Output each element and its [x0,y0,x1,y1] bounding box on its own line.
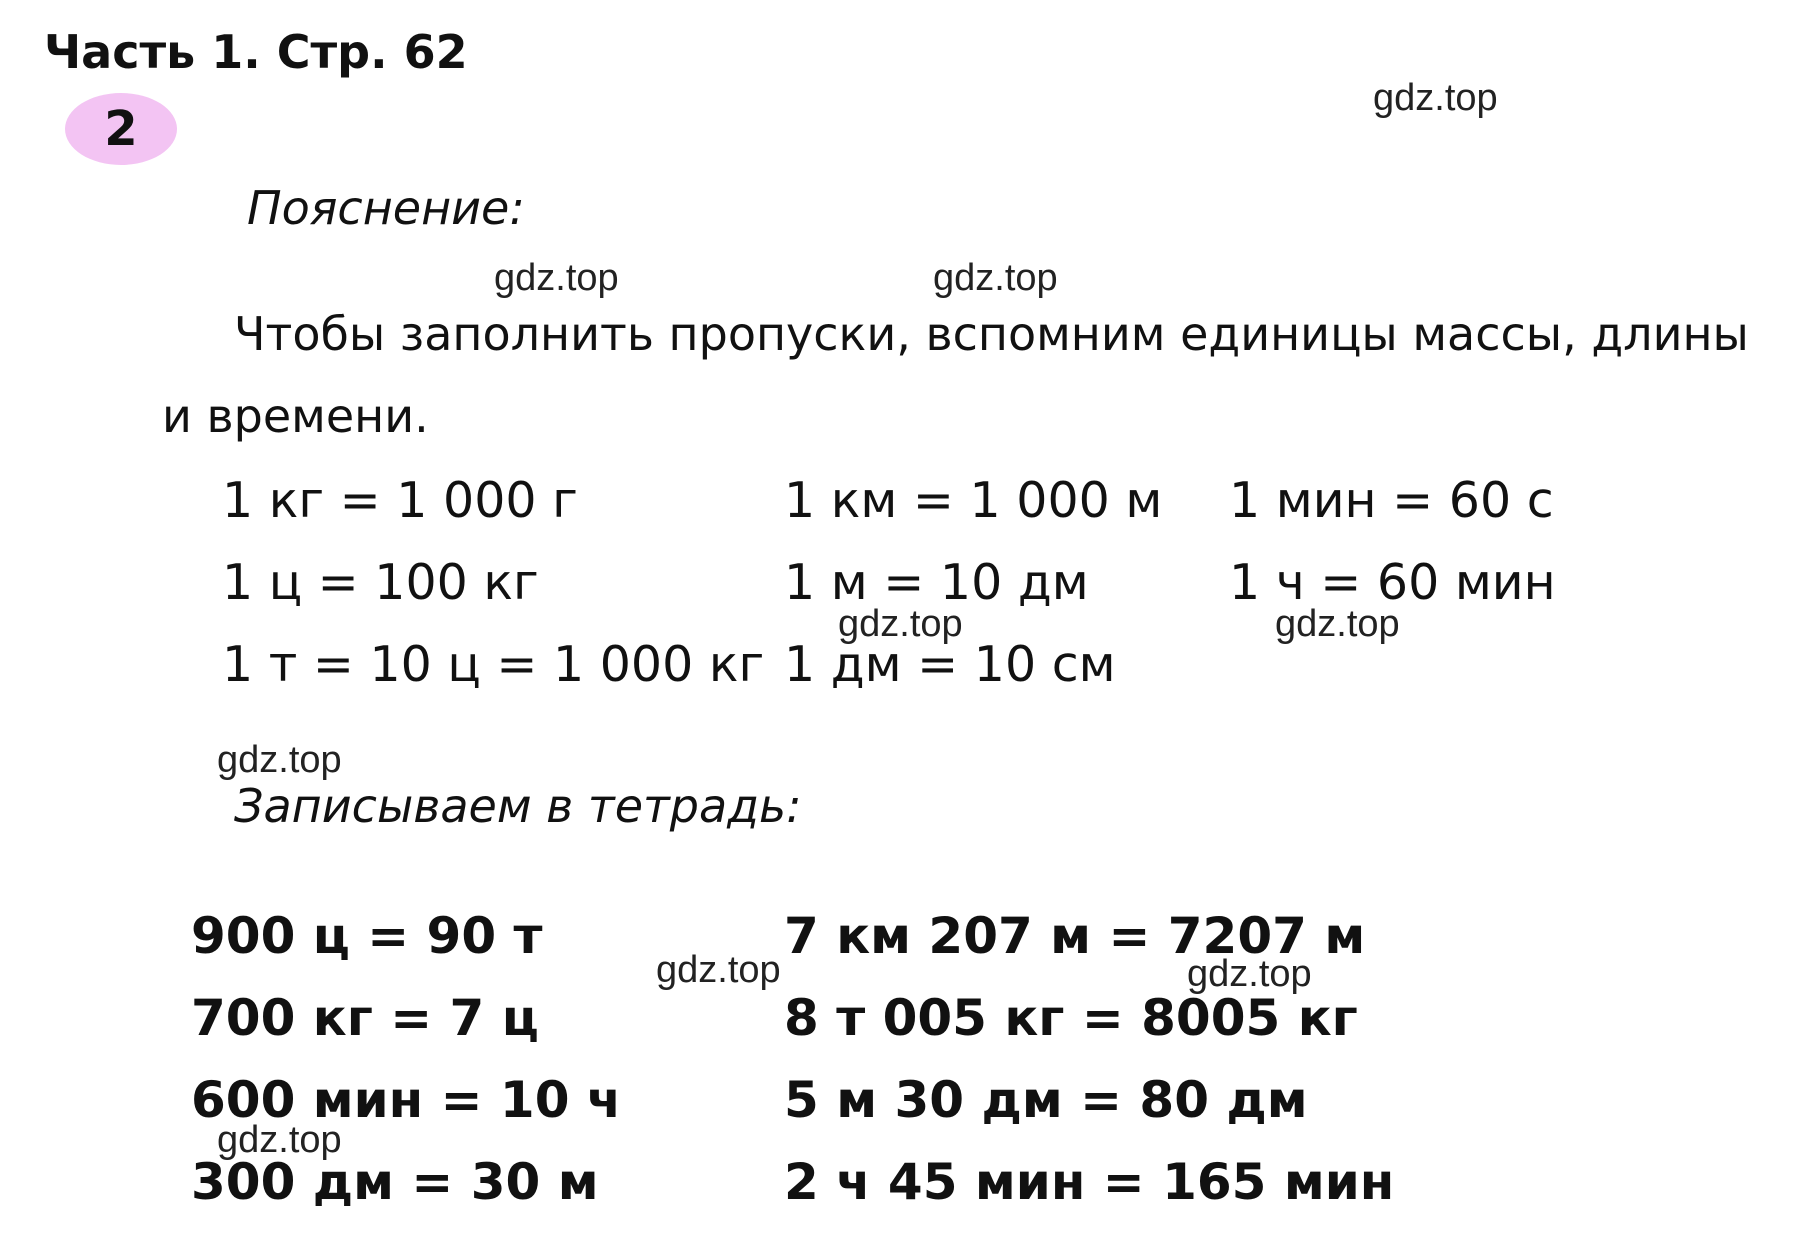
notebook-heading: Записываем в тетрадь: [234,779,802,833]
length-unit-fact: 1 м = 10 дм [784,554,1089,611]
watermark: gdz.top [933,257,1058,299]
answer-left: 300 дм = 30 м [191,1153,599,1211]
mass-unit-fact: 1 кг = 1 000 г [222,472,578,529]
mass-unit-fact: 1 т = 10 ц = 1 000 кг [222,636,765,693]
watermark: gdz.top [217,1119,342,1161]
watermark: gdz.top [217,739,342,781]
watermark: gdz.top [1373,77,1498,119]
explanation-line-2: и времени. [162,389,429,443]
time-unit-fact: 1 ч = 60 мин [1229,554,1556,611]
watermark: gdz.top [838,603,963,645]
length-unit-fact: 1 дм = 10 см [784,636,1116,693]
answer-right: 2 ч 45 мин = 165 мин [784,1153,1395,1211]
explanation-heading: Пояснение: [247,181,525,235]
watermark: gdz.top [656,949,781,991]
answer-left: 900 ц = 90 т [191,907,543,965]
length-unit-fact: 1 км = 1 000 м [784,472,1163,529]
explanation-line-1: Чтобы заполнить пропуски, вспомним единицы массы, длины [234,307,1749,361]
page-title: Часть 1. Стр. 62 [44,25,468,79]
watermark: gdz.top [1275,603,1400,645]
mass-unit-fact: 1 ц = 100 кг [222,554,539,611]
task-number-badge: 2 [65,93,177,165]
answer-right: 8 т 005 кг = 8005 кг [784,989,1358,1047]
time-unit-fact: 1 мин = 60 с [1229,472,1554,529]
answer-left: 600 мин = 10 ч [191,1071,622,1129]
answer-right: 7 км 207 м = 7207 м [784,907,1366,965]
watermark: gdz.top [494,257,619,299]
watermark: gdz.top [1187,953,1312,995]
answer-left: 700 кг = 7 ц [191,989,539,1047]
answer-right: 5 м 30 дм = 80 дм [784,1071,1308,1129]
